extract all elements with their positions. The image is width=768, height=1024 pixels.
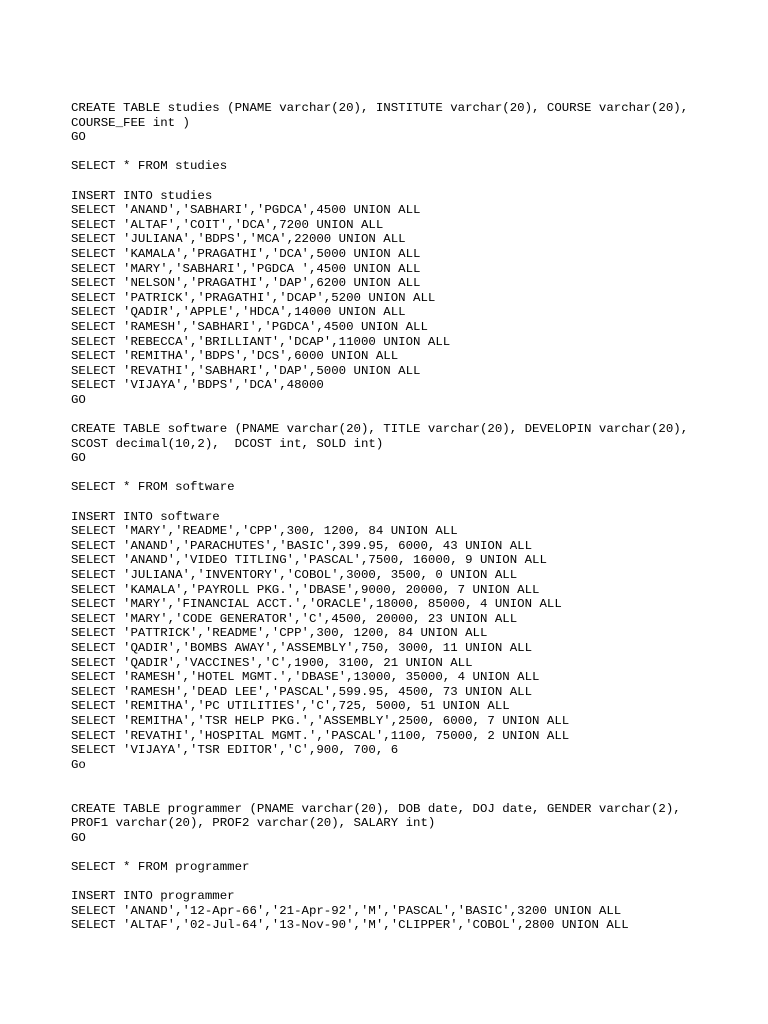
blank-line bbox=[71, 845, 751, 860]
blank-line bbox=[71, 787, 751, 802]
text-line: SELECT 'KAMALA','PRAGATHI','DCA',5000 UNION ALL bbox=[71, 246, 421, 261]
text-line: PROF1 varchar(20), PROF2 varchar(20), SALARY int) bbox=[71, 816, 436, 831]
text-line: SELECT 'ALTAF','COIT','DCA',7200 UNION ALL bbox=[71, 217, 384, 232]
text-line: SELECT 'JULIANA','BDPS','MCA',22000 UNION ALL bbox=[71, 232, 406, 247]
text-line: GO bbox=[71, 451, 86, 466]
text-line: SELECT 'REMITHA','TSR HELP PKG.','ASSEMBLY',2500, 6000, 7 UNION ALL bbox=[71, 713, 570, 728]
text-line: CREATE TABLE programmer (PNAME varchar(20), DOB date, DOJ date, GENDER varchar(2), bbox=[71, 801, 681, 816]
text-line: SELECT 'MARY','CODE GENERATOR','C',4500, 20000, 23 UNION ALL bbox=[71, 611, 518, 626]
text-line: GO bbox=[71, 830, 86, 845]
blank-line bbox=[71, 174, 751, 189]
text-line: SELECT 'PATRICK','PRAGATHI','DCAP',5200 UNION ALL bbox=[71, 290, 436, 305]
text-line: SELECT 'MARY','FINANCIAL ACCT.','ORACLE',18000, 85000, 4 UNION ALL bbox=[71, 597, 562, 612]
blank-line bbox=[71, 466, 751, 481]
text-line: SELECT 'VIJAYA','BDPS','DCA',48000 bbox=[71, 378, 324, 393]
blank-line bbox=[71, 407, 751, 422]
text-line: SELECT 'MARY','README','CPP',300, 1200, 84 UNION ALL bbox=[71, 524, 458, 539]
blank-line bbox=[71, 874, 751, 889]
text-line: INSERT INTO programmer bbox=[71, 889, 235, 904]
blank-line bbox=[71, 495, 751, 510]
text-line: SELECT 'MARY','SABHARI','PGDCA ',4500 UNION ALL bbox=[71, 261, 421, 276]
text-line: SELECT 'QADIR','BOMBS AWAY','ASSEMBLY',750, 3000, 11 UNION ALL bbox=[71, 640, 533, 655]
text-line: SELECT 'RAMESH','SABHARI','PGDCA',4500 UNION ALL bbox=[71, 319, 428, 334]
text-line: SELECT 'VIJAYA','TSR EDITOR','C',900, 700, 6 bbox=[71, 743, 399, 758]
text-line: SELECT 'REMITHA','BDPS','DCS',6000 UNION ALL bbox=[71, 349, 399, 364]
text-line: SELECT 'ALTAF','02-Jul-64','13-Nov-90','M','CLIPPER','COBOL',2800 UNION ALL bbox=[71, 918, 629, 933]
text-line: SELECT * FROM programmer bbox=[71, 859, 250, 874]
text-line: SELECT 'QADIR','VACCINES','C',1900, 3100, 21 UNION ALL bbox=[71, 655, 473, 670]
text-line: Go bbox=[71, 757, 86, 772]
text-line: SELECT 'ANAND','SABHARI','PGDCA',4500 UNION ALL bbox=[71, 203, 421, 218]
text-line: INSERT INTO software bbox=[71, 509, 220, 524]
text-line: GO bbox=[71, 130, 86, 145]
text-line: SELECT 'REMITHA','PC UTILITIES','C',725, 5000, 51 UNION ALL bbox=[71, 699, 510, 714]
text-line: SELECT 'RAMESH','HOTEL MGMT.','DBASE',13000, 35000, 4 UNION ALL bbox=[71, 670, 540, 685]
text-line: SELECT 'ANAND','VIDEO TITLING','PASCAL',7500, 16000, 9 UNION ALL bbox=[71, 553, 547, 568]
text-line: GO bbox=[71, 392, 86, 407]
text-line: SELECT 'NELSON','PRAGATHI','DAP',6200 UNION ALL bbox=[71, 276, 421, 291]
text-line: SELECT 'PATTRICK','README','CPP',300, 1200, 84 UNION ALL bbox=[71, 626, 488, 641]
text-line: INSERT INTO studies bbox=[71, 188, 213, 203]
text-line: SCOST decimal(10,2), DCOST int, SOLD int) bbox=[71, 436, 384, 451]
document-body bbox=[71, 101, 751, 933]
text-line: SELECT 'QADIR','APPLE','HDCA',14000 UNION ALL bbox=[71, 305, 406, 320]
text-line: SELECT 'REVATHI','SABHARI','DAP',5000 UNION ALL bbox=[71, 363, 421, 378]
blank-line bbox=[71, 145, 751, 160]
blank-line bbox=[71, 772, 751, 787]
text-line: SELECT 'REBECCA','BRILLIANT','DCAP',11000 UNION ALL bbox=[71, 334, 451, 349]
text-line: SELECT 'REVATHI','HOSPITAL MGMT.','PASCAL',1100, 75000, 2 UNION ALL bbox=[71, 728, 570, 743]
text-line: SELECT * FROM studies bbox=[71, 159, 228, 174]
text-line: SELECT 'ANAND','PARACHUTES','BASIC',399.95, 6000, 43 UNION ALL bbox=[71, 538, 533, 553]
text-line: SELECT 'RAMESH','DEAD LEE','PASCAL',599.95, 4500, 73 UNION ALL bbox=[71, 684, 533, 699]
text-line: COURSE_FEE int ) bbox=[71, 115, 190, 130]
text-line: SELECT 'ANAND','12-Apr-66','21-Apr-92','M','PASCAL','BASIC',3200 UNION ALL bbox=[71, 903, 622, 918]
text-line: CREATE TABLE studies (PNAME varchar(20), INSTITUTE varchar(20), COURSE varchar(20), bbox=[71, 101, 689, 115]
text-line: CREATE TABLE software (PNAME varchar(20), TITLE varchar(20), DEVELOPIN varchar(20), bbox=[71, 422, 689, 437]
text-line: SELECT 'KAMALA','PAYROLL PKG.','DBASE',9000, 20000, 7 UNION ALL bbox=[71, 582, 540, 597]
text-line: SELECT * FROM software bbox=[71, 480, 235, 495]
text-line: SELECT 'JULIANA','INVENTORY','COBOL',3000, 3500, 0 UNION ALL bbox=[71, 568, 518, 582]
